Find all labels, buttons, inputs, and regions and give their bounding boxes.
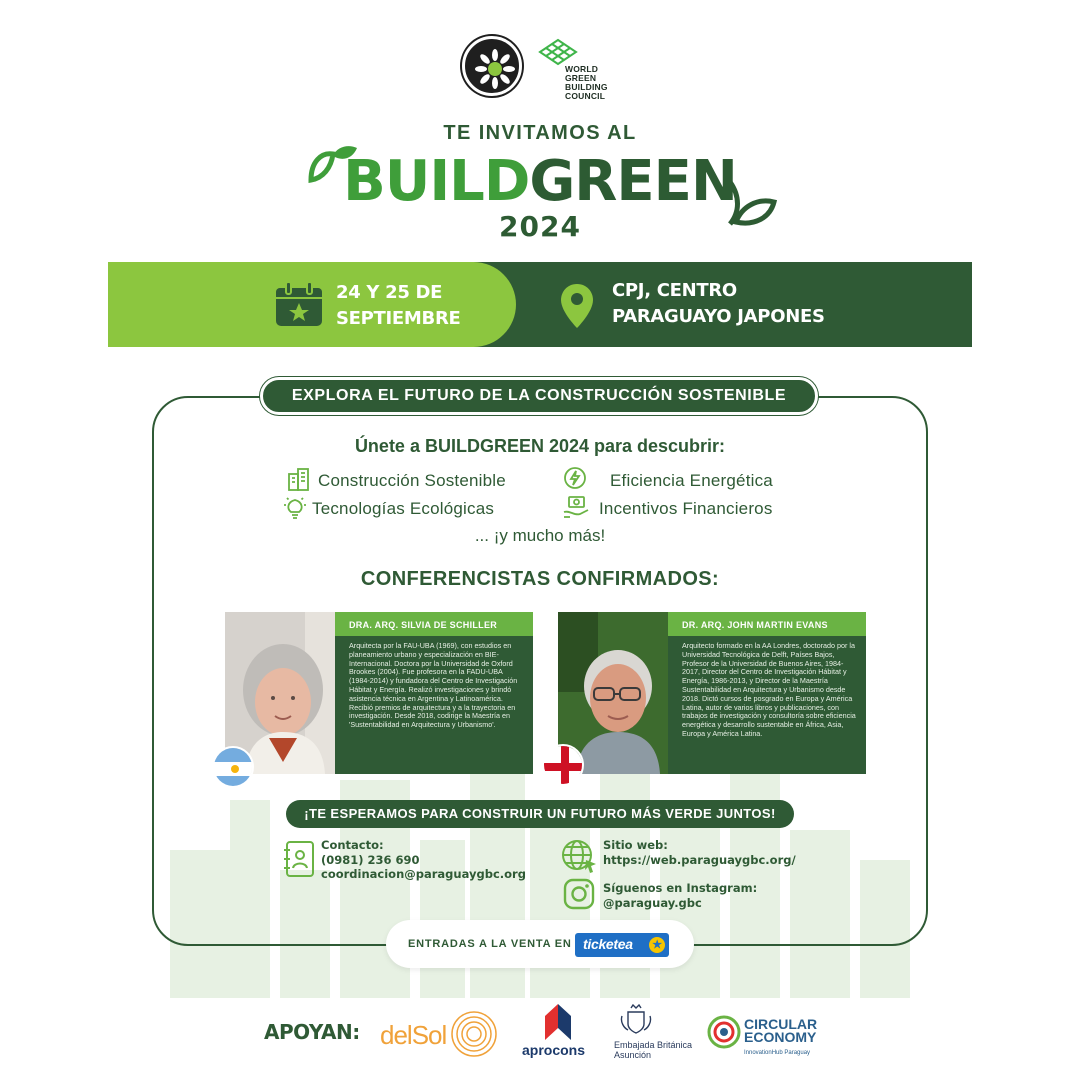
aprocons-logo: aprocons [522, 1042, 586, 1058]
speaker-name-schiller: DRA. ARQ. SILVIA DE SCHILLER [335, 612, 533, 636]
speaker-name-evans: DR. ARQ. JOHN MARTIN EVANS [668, 612, 866, 636]
instagram-handle[interactable]: @paraguay.gbc [603, 895, 702, 910]
title-build: BUILD [343, 149, 530, 214]
circular-economy-logo: CIRCULAR ECONOMY InnovationHub Paraguay [744, 1016, 818, 1056]
energy-icon [562, 465, 588, 491]
contact-book-icon [282, 840, 316, 878]
globe-cursor-icon [560, 838, 598, 874]
sun-rings-icon [448, 1008, 500, 1060]
star-icon: ★ [649, 937, 665, 953]
speakers-heading: CONFERENCISTAS CONFIRMADOS: [360, 568, 720, 590]
title-green: GREEN [529, 149, 737, 214]
header-logos [0, 36, 1080, 102]
unete-heading: Únete a BUILDGREEN 2024 para descubrir: [354, 436, 726, 456]
tickets-label: ENTRADAS A LA VENTA EN [408, 938, 572, 950]
ticketea-logo[interactable]: ticketea ★ [575, 933, 669, 957]
supporters-label: APOYAN: [264, 1020, 360, 1044]
topic-incentivos: Incentivos Financieros [599, 499, 773, 518]
delsol-logo: delSol [380, 1020, 447, 1050]
event-year: 2024 [499, 210, 581, 243]
topic-construccion: Construcción Sostenible [318, 471, 506, 490]
lightbulb-icon [282, 494, 308, 520]
website-block [603, 838, 796, 867]
explora-banner: EXPLORA EL FUTURO DE LA CONSTRUCCIÓN SOSTENIBLE [260, 377, 818, 415]
event-date: 24 Y 25 DE SEPTIEMBRE [336, 282, 461, 329]
england-flag-icon [542, 744, 584, 786]
topic-tecnologias: Tecnologías Ecológicas [312, 499, 495, 518]
speaker-bio-text-schiller: Arquitecta por la FAU-UBA (1969), con estudios en planeamiento urbano y especialización en BIE- Internacional. Doctora por la Universidad de Oxford Brookes (2004). Fue profesora en la FADU-UBA (1984-2014) y fundadora del Centro de Investigación Hábitat y Energía. Realizó investigaciones y brindó asistencia técnica en Argentina y Latinoamérica. Recibió premios de arquitectura y a la trayectoria en investigación. Desde 2018, codirige la Maestría en 'Sustentabilidad en Arquitectura y Urbanismo'. [349, 641, 518, 730]
speaker-card-schiller [225, 612, 533, 774]
esperamos-banner: ¡TE ESPERAMOS PARA CONSTRUIR UN FUTURO MÁS VERDE JUNTOS! [286, 800, 794, 828]
website-url[interactable]: https://web.paraguaygbc.org/ [603, 852, 796, 867]
website-label: Sitio web: [603, 838, 668, 852]
speaker-bio-evans [668, 612, 866, 774]
calendar-icon [274, 282, 324, 328]
contact-block [321, 838, 526, 882]
speaker-bio-text-evans: Arquitecto formado en la AA Londres, doctorado por la Universidad Tecnológica de Delft, Países Bajos, Profesor de la Universidad de Buenos Aires, 1984-2017, Director del Centro de Investigación Hábitat y Energía, 1986-2013, y Director de la Maestría Sustentabilidad en Arquitectura y Urbanismo desde 2018. Dictó cursos de posgrado en Europa y América Latina, autor de varios libros y publicaciones, con trabajos de investigación y consultoría sobre eficiencia energética y desarrollo sustentable en África, Asia, Europa y América Latina. [682, 641, 856, 738]
instagram-icon [563, 878, 595, 910]
royal-crest-icon [618, 1004, 654, 1036]
supporters-area [108, 998, 972, 1080]
contact-phone[interactable]: (0981) 236 690 [321, 852, 420, 867]
embajada-logo: Embajada Británica Asunción [614, 1040, 693, 1060]
wgbc-logo [538, 38, 628, 102]
date-location-band [108, 262, 972, 347]
aprocons-mark-icon [545, 1004, 571, 1040]
speaker-bio-schiller [335, 612, 533, 774]
contact-label: Contacto: [321, 838, 384, 852]
instagram-block [603, 881, 757, 910]
topic-eficiencia: Eficiencia Energética [610, 471, 773, 490]
speaker-card-evans [558, 612, 866, 774]
buildgreen-title [0, 150, 1080, 214]
location-pin-icon [559, 282, 595, 330]
event-location: CPJ, CENTRO PARAGUAYO JAPONES [612, 280, 825, 327]
building-icon [286, 466, 312, 492]
argentina-flag-icon [212, 746, 254, 788]
invite-heading: TE INVITAMOS AL [443, 122, 637, 144]
wgbc-logo-text: WORLD GREEN BUILDING COUNCIL [565, 64, 608, 101]
money-hand-icon [562, 494, 590, 520]
circular-economy-icon [706, 1014, 742, 1050]
gbc-paraguay-logo-icon [462, 36, 522, 96]
instagram-label: Síguenos en Instagram: [603, 881, 758, 895]
y-mucho-mas: ... ¡y mucho más! [474, 526, 606, 545]
contact-email[interactable]: coordinacion@paraguaygbc.org [321, 867, 526, 881]
tickets-pill[interactable] [386, 920, 694, 968]
